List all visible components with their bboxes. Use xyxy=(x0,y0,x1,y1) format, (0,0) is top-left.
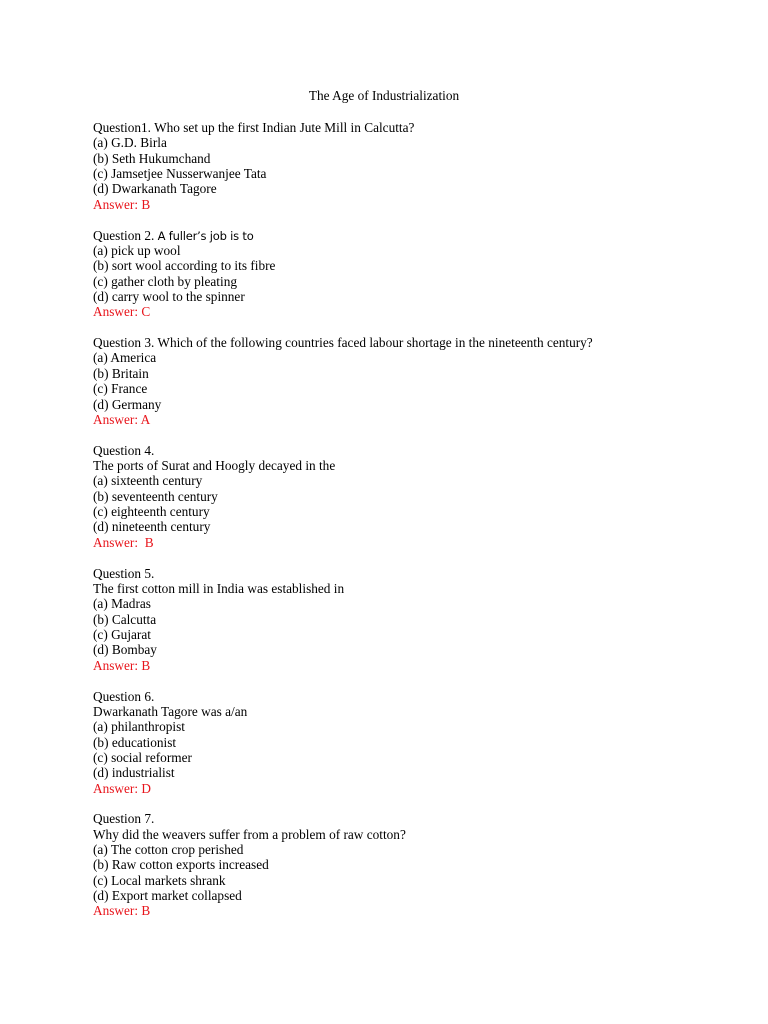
option-b: (b) seventeenth century xyxy=(93,488,218,504)
question-block-6 xyxy=(93,689,728,796)
option-a: (a) America xyxy=(93,350,157,366)
question-block-3 xyxy=(93,335,728,427)
question-number: Question 6. xyxy=(93,688,155,704)
question-number: Question 2. xyxy=(93,227,158,243)
option-b: (b) Britain xyxy=(93,365,149,381)
question-number: Question 5. xyxy=(93,565,155,581)
answer-text: Answer: B xyxy=(93,196,151,212)
question-stem xyxy=(93,228,728,243)
option-d: (d) Dwarkanath Tagore xyxy=(93,181,217,197)
answer-text: Answer: D xyxy=(93,780,151,796)
answer-text: Answer: B xyxy=(93,903,151,919)
question-text: Dwarkanath Tagore was a/an xyxy=(93,703,248,719)
question-text: The ports of Surat and Hoogly decayed in the xyxy=(93,458,336,474)
answer-text: Answer: B xyxy=(93,657,151,673)
question-text: Why did the weavers suffer from a problem of raw cotton? xyxy=(93,826,406,842)
question-number: Question 7. xyxy=(93,811,155,827)
option-c: (c) France xyxy=(93,381,148,397)
document-title: The Age of Industrialization xyxy=(308,88,460,103)
option-d: (d) Export market collapsed xyxy=(93,888,242,904)
option-b: (b) Calcutta xyxy=(93,611,157,627)
option-a: (a) G.D. Birla xyxy=(93,135,167,151)
option-c: (c) Jamsetjee Nusserwanjee Tata xyxy=(93,166,267,182)
question-number: Question 4. xyxy=(93,442,155,458)
question-block-4 xyxy=(93,443,728,550)
option-c: (c) Gujarat xyxy=(93,626,151,642)
question-block-7 xyxy=(93,811,728,918)
option-a: (a) pick up wool xyxy=(93,242,181,258)
answer-text: Answer: C xyxy=(93,304,151,320)
option-a: (a) The cotton crop perished xyxy=(93,842,244,858)
question-list xyxy=(93,120,728,934)
question-text: The first cotton mill in India was established in xyxy=(93,580,345,596)
question-block-2 xyxy=(93,228,728,320)
option-b: (b) educationist xyxy=(93,734,177,750)
option-d: (d) Germany xyxy=(93,396,162,412)
question-block-5 xyxy=(93,566,728,673)
option-b: (b) sort wool according to its fibre xyxy=(93,258,276,274)
question-stem: Question 3. Which of the following countries faced labour shortage in the nineteenth century? xyxy=(93,335,593,351)
option-b: (b) Raw cotton exports increased xyxy=(93,857,269,873)
option-d: (d) industrialist xyxy=(93,765,175,781)
question-block-1 xyxy=(93,120,728,212)
answer-text: Answer: A xyxy=(93,411,151,427)
option-c: (c) Local markets shrank xyxy=(93,872,226,888)
option-c: (c) eighteenth century xyxy=(93,504,210,520)
answer-text: Answer: B xyxy=(93,534,154,550)
option-d: (d) nineteenth century xyxy=(93,519,211,535)
question-stem: Question1. Who set up the first Indian Jute Mill in Calcutta? xyxy=(93,120,415,135)
option-a: (a) sixteenth century xyxy=(93,473,203,489)
option-a: (a) philanthropist xyxy=(93,719,185,735)
option-c: (c) social reformer xyxy=(93,749,192,765)
option-c: (c) gather cloth by pleating xyxy=(93,273,237,289)
option-b: (b) Seth Hukumchand xyxy=(93,150,211,166)
option-a: (a) Madras xyxy=(93,596,151,612)
question-text: A fuller’s job is to xyxy=(157,228,254,243)
option-d: (d) Bombay xyxy=(93,642,157,658)
option-d: (d) carry wool to the spinner xyxy=(93,288,245,304)
